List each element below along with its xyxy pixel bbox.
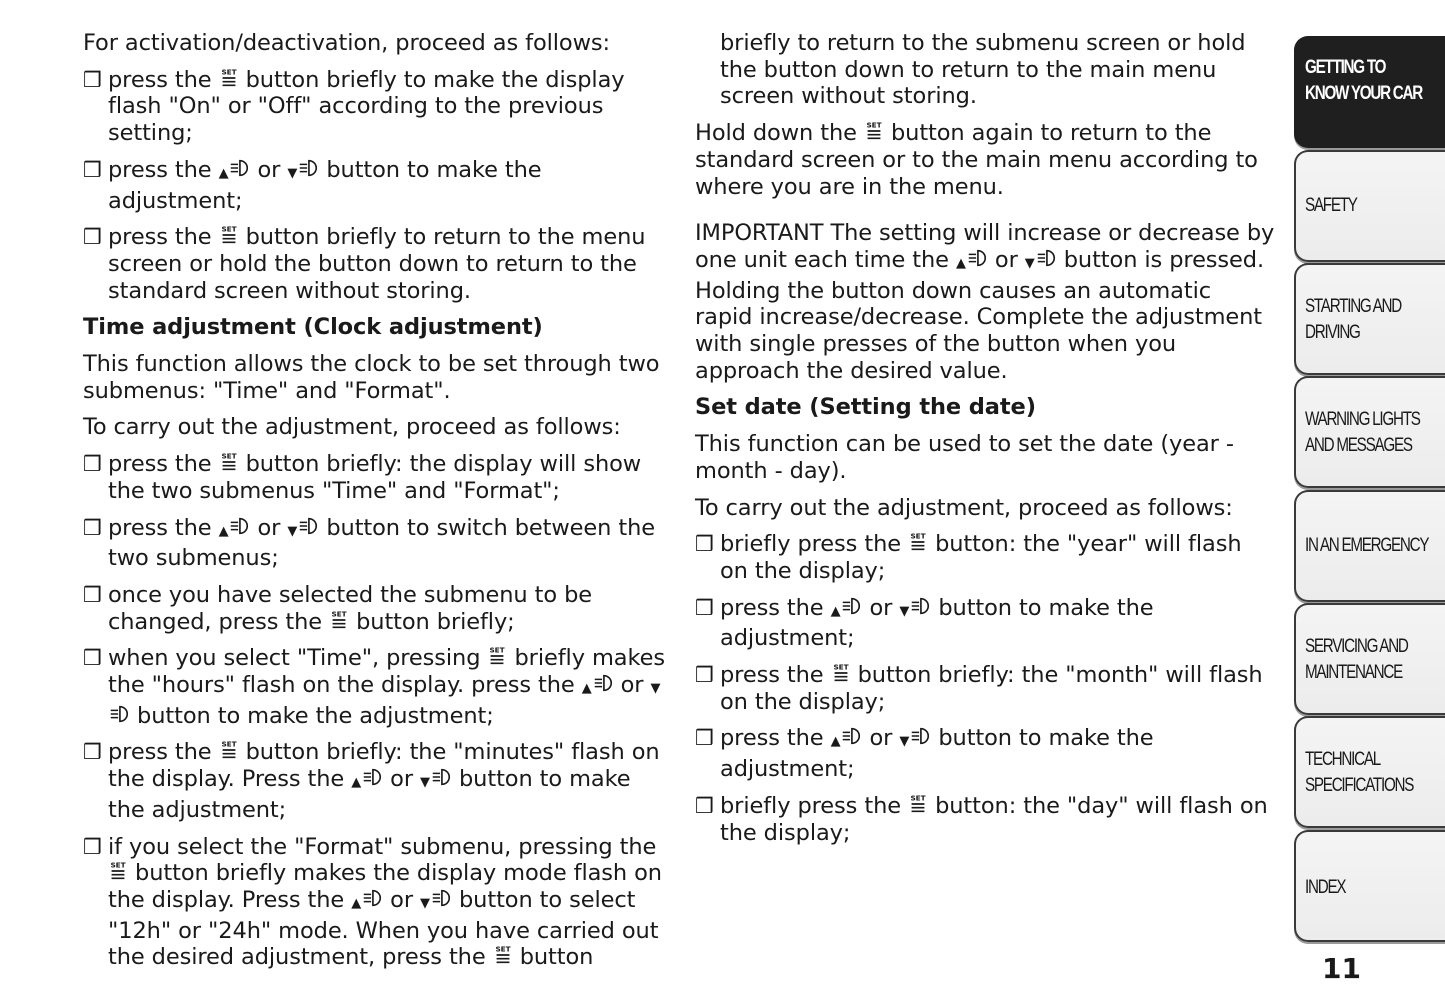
checkbox-bullet-icon: ❒ [83,157,102,182]
section-heading-date: Set date (Setting the date) [695,394,1036,421]
up-light-button-icon: ▲ [831,595,863,621]
set-button-icon [329,609,349,635]
checkbox-bullet-icon: ❒ [83,582,102,607]
set-button-icon [219,451,239,477]
up-light-button-icon: ▲ [351,766,383,792]
down-light-button-icon: ▼ [899,595,931,621]
checkbox-bullet-icon: ❒ [695,726,714,751]
down-light-button-icon: ▼ [899,725,931,751]
list-item: ❒ press the button briefly to return to the menu screen or hold the button down to return to the standard screen without storing. [83,224,646,304]
paragraph: To carry out the adjustment, proceed as follows: [695,494,1233,521]
down-light-button-icon: ▼ [287,515,319,541]
set-button-icon [493,944,513,970]
right-column [695,30,1275,856]
list-item: ❒ briefly press the button: the "year" will flash on the display; [695,531,1242,584]
up-light-button-icon: ▲ [351,887,383,913]
tab-index[interactable]: INDEX [1294,830,1445,942]
tab-getting-to-know-your-car[interactable]: GETTING TO KNOW YOUR CAR [1294,36,1445,148]
set-button-icon [864,120,884,146]
tab-servicing-and-maintenance[interactable]: SERVICING AND MAINTENANCE [1294,603,1445,715]
checkbox-bullet-icon: ❒ [83,834,102,859]
checkbox-bullet-icon: ❒ [83,452,102,477]
down-light-button-icon: ▼ [420,766,452,792]
up-light-button-icon: ▲ [956,247,988,273]
continued-list-text: briefly to return to the submenu screen or hold the button down to return to the main menu screen without storing. [720,30,1246,110]
list-item: ❒ press the button briefly: the display will show the two submenus "Time" and "Format"; [83,451,642,504]
list-item: ❒ press the button briefly to make the display flash "On" or "Off" according to the previous setting; [83,66,625,147]
list-item: ❒ briefly press the button: the "day" will flash on the display; [695,792,1268,846]
set-button-icon [108,860,128,886]
tab-in-an-emergency[interactable]: IN AN EMERGENCY [1294,490,1445,602]
paragraph: Hold down the button again to return to the standard screen or to the main menu according to where you are in the menu. [695,120,1258,200]
important-note: IMPORTANT The setting will increase or decrease by one unit each time the ▲ or ▼ button is pressed. Holding the button down causes an automatic rapid increase/decrease. Complete the adjustment with single presses of the button when you approach the desired value. [695,220,1275,384]
set-button-icon [908,793,928,819]
list-item: ❒ press the button briefly: the "month" will flash on the display; [695,662,1263,715]
checkbox-bullet-icon: ❒ [695,663,714,688]
tab-technical-specifications[interactable]: TECHNICAL SPECIFICATIONS [1294,716,1445,828]
checkbox-bullet-icon: ❒ [83,67,102,92]
down-light-button-icon: ▼ [420,887,452,913]
set-button-icon [219,224,239,250]
down-light-button-icon: ▼ [287,157,319,183]
checkbox-bullet-icon: ❒ [695,532,714,557]
up-light-button-icon: ▲ [219,157,251,183]
checkbox-bullet-icon: ❒ [83,515,102,540]
set-button-icon [831,662,851,688]
paragraph: This function can be used to set the date (year - month - day). [695,431,1234,484]
tab-starting-and-driving[interactable]: STARTING AND DRIVING [1294,263,1445,375]
up-light-button-icon: ▲ [831,725,863,751]
list-item: ❒ press the ▲ or ▼ button to make the adjustment; [83,156,542,214]
tab-warning-lights-and-messages[interactable]: WARNING LIGHTS AND MESSAGES [1294,376,1445,488]
checkbox-bullet-icon: ❒ [83,740,102,765]
intro-text: For activation/deactivation, proceed as follows: [83,30,611,56]
down-light-button-icon: ▼ [1025,247,1057,273]
set-button-icon [908,531,928,557]
set-button-icon [219,739,239,765]
up-light-button-icon: ▲ [219,515,251,541]
checkbox-bullet-icon: ❒ [83,225,102,250]
tab-safety[interactable]: SAFETY [1294,150,1445,262]
checkbox-bullet-icon: ❒ [695,595,714,620]
left-column [83,30,673,981]
list-item: ❒ if you select the "Format" submenu, pressing the button briefly makes the display mode flash on the display. Press the ▲ or ▼ button to select "12h" or "24h" mode. When you have carried out the desired adjustment, press the button [83,833,662,971]
list-item: ❒ press the button briefly: the "minutes" flash on the display. Press the ▲ or ▼ button to make the adjustment; [83,739,660,823]
down-light-button-icon: ▼ [108,672,660,729]
list-item: ❒ press the ▲ or ▼ button to make the adjustment; [695,725,1154,783]
list-item: ❒ when you select "Time", pressing briefly makes the "hours" flash on the display. press the ▲ or ▼ button to make the adjustment; [83,645,665,729]
paragraph: To carry out the adjustment, proceed as follows: [83,414,621,441]
paragraph: This function allows the clock to be set through two submenus: "Time" and "Format". [83,351,660,404]
up-light-button-icon: ▲ [582,672,614,698]
page-number: 11 [1322,952,1361,985]
set-button-icon [219,67,239,93]
set-button-icon [487,645,507,671]
list-item: ❒ once you have selected the submenu to be changed, press the button briefly; [83,581,593,635]
list-item: ❒ press the ▲ or ▼ button to make the adjustment; [695,594,1154,652]
checkbox-bullet-icon: ❒ [83,646,102,671]
section-heading-time: Time adjustment (Clock adjustment) [83,314,543,341]
checkbox-bullet-icon: ❒ [695,793,714,818]
list-item: ❒ press the ▲ or ▼ button to switch between the two submenus; [83,514,656,572]
